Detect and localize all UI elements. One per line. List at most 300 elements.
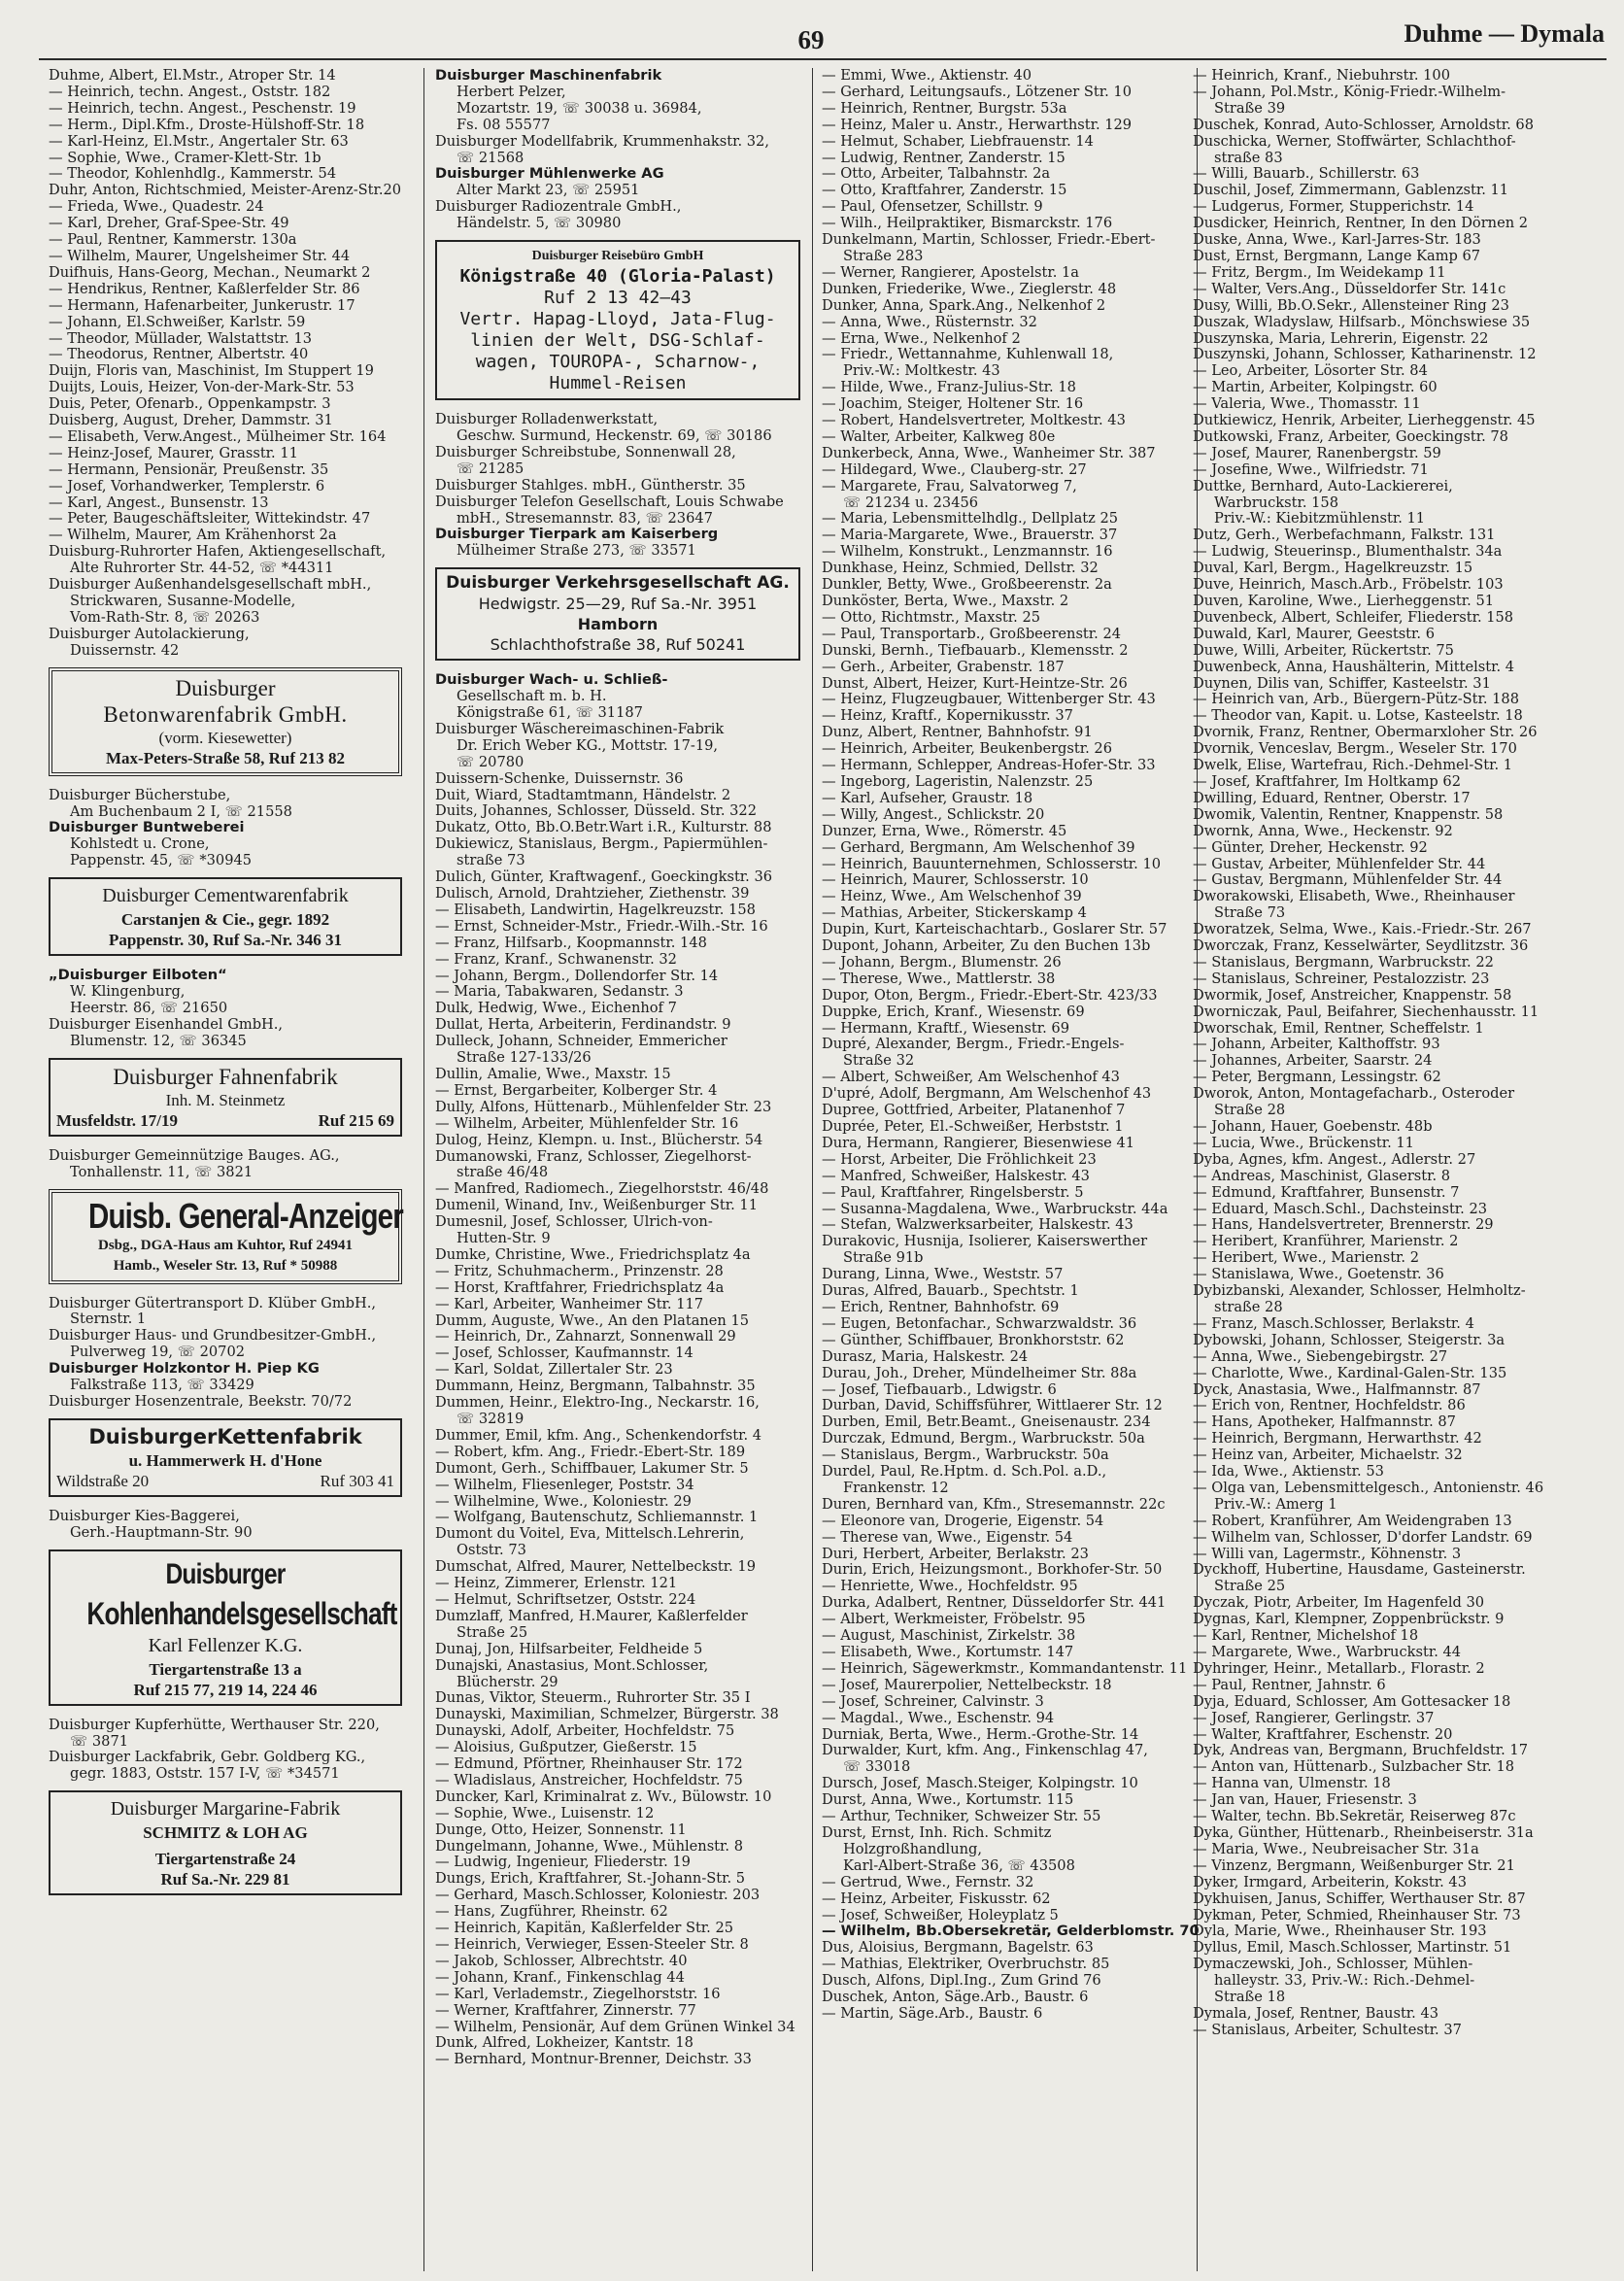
directory-entry-line: Duisburger Stahlges. mbH., Güntherstr. 35 <box>435 476 746 494</box>
directory-entry-line: — Theodor van, Kapit. u. Lotse, Kasteelstr. 18 <box>1193 707 1523 725</box>
directory-entry-line: — Hermann, Hafenarbeiter, Junkerustr. 17 <box>49 296 355 314</box>
directory-entry-line: — Karl, Verlademstr., Ziegelhorststr. 16 <box>435 1985 721 2002</box>
directory-entry-line: — Günter, Dreher, Heckenstr. 92 <box>1193 838 1428 856</box>
directory-entry-line: Holzgroßhandlung, <box>843 1840 983 1857</box>
entry-list <box>435 412 804 560</box>
directory-entry-line: Alte Ruhrorter Str. 44-52, ☏ *44311 <box>70 560 334 577</box>
ad-line: Königstraße 40 (Gloria-Palast) <box>459 266 776 288</box>
directory-entry-line: Dymala, Josef, Rentner, Baustr. 43 <box>1193 2004 1439 2022</box>
directory-entry-line: Dupin, Kurt, Karteischachtarb., Goslarer Str. 57 <box>822 921 1167 938</box>
directory-entry-line: — Johann, Pol.Mstr., König-Friedr.-Wilhelm- <box>1193 83 1506 100</box>
directory-entry-line: — Karl, Soldat, Zillertaler Str. 23 <box>435 1361 673 1379</box>
ad-line: SCHMITZ & LOH AG <box>143 1823 308 1843</box>
directory-entry-line: — Helmut, Schriftsetzer, Oststr. 224 <box>435 1590 696 1608</box>
ad-line: Duisburger <box>175 675 276 700</box>
running-head: Duhme — Dymala <box>1404 19 1605 48</box>
ad-line: Hummel-Reisen <box>549 373 687 394</box>
directory-entry-line: — Paul, Rentner, Jahnstr. 6 <box>1193 1676 1386 1693</box>
directory-entry-line: ☏ 20780 <box>457 753 524 770</box>
ad-line: u. Hammerwerk H. d'Hone <box>128 1450 322 1470</box>
directory-entry-line: Duschek, Konrad, Auto-Schlosser, Arnoldstr. 68 <box>1193 116 1535 133</box>
ad-line: Duisburger Fahnenfabrik <box>113 1064 338 1089</box>
directory-entry-line: — Gustav, Bergmann, Mühlenfelder Str. 44 <box>1193 871 1503 889</box>
directory-entry-line: — Johann, El.Schweißer, Karlstr. 59 <box>49 313 306 330</box>
header-rule <box>39 58 1607 60</box>
ad-line: Schlachthofstraße 38, Ruf 50241 <box>490 635 746 655</box>
directory-entry-line: — Ida, Wwe., Aktienstr. 53 <box>1193 1463 1384 1481</box>
directory-entry-line: — Frieda, Wwe., Quadestr. 24 <box>49 198 264 216</box>
directory-entry-line: — Maria, Tabakwaren, Sedanstr. 3 <box>435 983 684 1001</box>
column-divider <box>812 68 813 2271</box>
directory-entry-line: — Otto, Arbeiter, Talbahnstr. 2a <box>822 165 1051 183</box>
directory-entry-line: — Hermann, Schlepper, Andreas-Hofer-Str. 33 <box>822 757 1156 774</box>
ad-line: Betonwarenfabrik GmbH. <box>103 701 348 727</box>
directory-entry-line: Dulisch, Arnold, Drahtzieher, Ziethenstr. 39 <box>435 885 750 902</box>
directory-entry-line: straße 73 <box>457 852 525 869</box>
directory-entry-line: Duppke, Erich, Kranf., Wiesenstr. 69 <box>822 1003 1085 1020</box>
directory-entry-line: Dummen, Heinr., Elektro-Ing., Neckarstr. 16, <box>435 1394 760 1412</box>
directory-entry-line: — Anna, Wwe., Siebengebirgstr. 27 <box>1193 1347 1448 1365</box>
directory-entry-line: Duschek, Anton, Säge.Arb., Baustr. 6 <box>822 1989 1089 2006</box>
directory-entry-line: Dumke, Christine, Wwe., Friedrichsplatz 4a <box>435 1245 751 1263</box>
directory-entry-line: — Heinrich, Bauunternehmen, Schlosserstr. 10 <box>822 855 1162 872</box>
directory-entry-line: Duisburger Modellfabrik, Krummenhakstr. 32, <box>435 132 769 150</box>
directory-entry-line: straße 83 <box>1214 149 1283 166</box>
directory-entry-line: Dulleck, Johann, Schneider, Emmericher <box>435 1033 727 1050</box>
directory-entry-line: Vom-Rath-Str. 8, ☏ 20263 <box>70 608 260 626</box>
directory-entry-line: — Josef, Maurer, Ranenbergstr. 59 <box>1193 444 1441 461</box>
directory-entry-line: Dumenil, Winand, Inv., Weißenburger Str. 11 <box>435 1197 758 1214</box>
directory-entry-line: Dwormik, Josef, Anstreicher, Knappenstr. 58 <box>1193 986 1512 1004</box>
directory-entry-line: Straße 25 <box>1214 1578 1286 1595</box>
directory-entry-line: Duhme, Albert, El.Mstr., Atroper Str. 14 <box>49 67 336 84</box>
directory-entry-line: — Karl, Aufseher, Graustr. 18 <box>822 789 1033 806</box>
directory-entry-line: — Manfred, Schweißer, Halskestr. 43 <box>822 1167 1090 1184</box>
directory-entry-line: Dunski, Bernh., Tiefbauarb., Klemensstr. 2 <box>822 641 1129 659</box>
directory-entry-line: — Wilhelm, Fliesenleger, Poststr. 34 <box>435 1476 694 1493</box>
directory-entry-line: — Sophie, Wwe., Cramer-Klett-Str. 1b <box>49 149 321 166</box>
directory-entry-line: — Ingeborg, Lageristin, Nalenzstr. 25 <box>822 772 1094 790</box>
directory-entry-line: — Robert, kfm. Ang., Friedr.-Ebert-Str. 189 <box>435 1443 746 1460</box>
directory-entry-line: — Karl, Arbeiter, Wanheimer Str. 117 <box>435 1295 704 1312</box>
directory-entry-line: Hutten-Str. 9 <box>457 1230 551 1247</box>
directory-entry-line: — Hendrikus, Rentner, Kaßlerfelder Str. 86 <box>49 280 360 297</box>
directory-entry-line: ☏ 32819 <box>457 1411 524 1427</box>
directory-entry-line: — Mathias, Elektriker, Overbruchstr. 85 <box>822 1956 1110 1973</box>
directory-entry-line: Dungs, Erich, Kraftfahrer, St.-Johann-Str. 5 <box>435 1870 746 1888</box>
ad-line: Ruf 2 13 42—43 <box>544 288 692 309</box>
directory-entry-line: Durin, Erich, Heizungsmont., Borkhofer-Str. 50 <box>822 1561 1163 1579</box>
directory-entry-line: Dupree, Gottfried, Arbeiter, Platanenhof 7 <box>822 1102 1126 1119</box>
column-3 <box>822 67 1200 2023</box>
directory-entry-line: ☏ 3871 <box>70 1732 129 1750</box>
directory-entry-line: Dworatzek, Selma, Wwe., Kais.-Friedr.-Str. 267 <box>1193 921 1532 938</box>
directory-entry-line: Kohlstedt u. Crone, <box>70 835 210 853</box>
ad-line: Pappenstr. 30, Ruf Sa.-Nr. 346 31 <box>108 931 343 950</box>
directory-entry-line: — Fritz, Bergm., Im Weidekamp 11 <box>1193 263 1446 281</box>
directory-entry-line: Duttke, Bernhard, Auto-Lackiererei, <box>1193 477 1453 494</box>
directory-entry-line: Strickwaren, Susanne-Modelle, <box>70 593 296 609</box>
directory-entry-line: — Werner, Rangierer, Apostelstr. 1a <box>822 263 1079 281</box>
directory-entry-line: Frankenstr. 12 <box>843 1479 949 1496</box>
entry-list <box>49 1509 406 1542</box>
ad-line: DuisburgerKettenfabrik <box>88 1424 362 1448</box>
directory-entry-line: Dupré, Alexander, Bergm., Friedr.-Engels- <box>822 1036 1125 1053</box>
directory-entry-line: — Jakob, Schlosser, Albrechtstr. 40 <box>435 1952 688 1969</box>
directory-entry-line: — Hermann, Pensionär, Preußenstr. 35 <box>49 460 329 478</box>
page-number: 69 <box>797 25 825 54</box>
directory-entry-line: Durdel, Paul, Re.Hptm. d. Sch.Pol. a.D., <box>822 1463 1107 1481</box>
directory-entry-line: — Wilhelm, Maurer, Ungelsheimer Str. 44 <box>49 247 351 264</box>
directory-entry-line: Dutkowski, Franz, Arbeiter, Goeckingstr. 78 <box>1193 427 1508 445</box>
ad-margarine-fabrik <box>49 1790 402 1895</box>
directory-entry-line: Dyla, Marie, Wwe., Rheinhauser Str. 193 <box>1193 1923 1487 1940</box>
directory-entry-line: — Walter, Arbeiter, Kalkweg 80e <box>822 427 1056 445</box>
ad-line: Hamborn <box>577 615 659 634</box>
directory-entry-line: Duschil, Josef, Zimmermann, Gablenzstr. 11 <box>1193 182 1509 199</box>
directory-entry-line: Blücherstr. 29 <box>457 1673 558 1690</box>
ad-line: Karl Fellenzer K.G. <box>148 1634 303 1656</box>
directory-entry-line: Duits, Johannes, Schlosser, Düsseld. Str. 322 <box>435 802 757 820</box>
ad-line: Inh. M. Steinmetz <box>165 1090 286 1109</box>
ad-line: Duisb. General-Anzeiger <box>87 1195 403 1236</box>
directory-entry-line: Dunz, Albert, Rentner, Bahnhofstr. 91 <box>822 724 1093 741</box>
directory-entry-line: Herbert Pelzer, <box>457 83 566 100</box>
directory-entry-line: — Johann, Hauer, Goebenstr. 48b <box>1193 1118 1433 1135</box>
directory-entry-line: — Stanislaus, Bergmann, Warbruckstr. 22 <box>1193 953 1494 970</box>
ad-line: Duisburger Cementwarenfabrik <box>102 885 349 907</box>
ad-kohlenhandelsgesellschaft <box>49 1549 402 1706</box>
directory-entry-line: Duisburger Wach- u. Schließ- <box>435 671 668 689</box>
directory-entry-line: Dumanowski, Franz, Schlosser, Ziegelhorst- <box>435 1147 752 1165</box>
column-4 <box>1193 68 1593 2039</box>
directory-entry-line: Duisburger Kies-Baggerei, <box>49 1507 240 1524</box>
directory-entry-line: — Heinz van, Arbeiter, Michaelstr. 32 <box>1193 1447 1463 1464</box>
directory-entry-line: Dunkhase, Heinz, Schmied, Dellstr. 32 <box>822 560 1099 577</box>
directory-entry-line: — Vinzenz, Bergmann, Weißenburger Str. 21 <box>1193 1856 1515 1874</box>
ad-kettenfabrik <box>49 1418 402 1497</box>
directory-entry-line: — Karl-Heinz, El.Mstr., Angertaler Str. 63 <box>49 132 349 150</box>
directory-entry-line: Dullin, Amalie, Wwe., Maxstr. 15 <box>435 1065 671 1082</box>
directory-entry-line: Dunken, Friederike, Wwe., Zieglerstr. 48 <box>822 280 1117 297</box>
directory-entry-line: — Ludwig, Steuerinsp., Blumenthalstr. 34a <box>1193 543 1503 561</box>
directory-entry-line: — Heinrich, techn. Angest., Oststr. 182 <box>49 83 331 100</box>
directory-entry-line: Dunaj, Jon, Hilfsarbeiter, Feldheide 5 <box>435 1640 703 1657</box>
directory-entry-line: — Hilde, Wwe., Franz-Julius-Str. 18 <box>822 379 1076 396</box>
directory-entry-line: Duwe, Willi, Arbeiter, Rückertstr. 75 <box>1193 641 1454 659</box>
directory-entry-line: — Theodor, Kohlenhdlg., Kammerstr. 54 <box>49 165 337 183</box>
directory-entry-line: Gerh.-Hauptmann-Str. 90 <box>70 1523 253 1541</box>
directory-entry-line: Straße 73 <box>1214 904 1286 922</box>
directory-entry-line: Heerstr. 86, ☏ 21650 <box>70 999 228 1016</box>
directory-entry-line: straße 28 <box>1214 1298 1283 1315</box>
ad-line: Duisburger Margarine-Fabrik <box>110 1798 341 1821</box>
directory-entry-line: Duhr, Anton, Richtschmied, Meister-Arenz-Str.20 <box>49 182 402 199</box>
directory-entry-line: — Fritz, Schuhmacherm., Prinzenstr. 28 <box>435 1262 724 1279</box>
directory-entry-line: Duisburger Eisenhandel GmbH., <box>49 1015 284 1033</box>
directory-entry-line: — Leo, Arbeiter, Lösorter Str. 84 <box>1193 362 1428 380</box>
directory-entry-line: Dunge, Otto, Heizer, Sonnenstr. 11 <box>435 1821 687 1838</box>
directory-entry-line: Duissern-Schenke, Duissernstr. 36 <box>435 769 684 787</box>
directory-entry-line: Blumenstr. 12, ☏ 36345 <box>70 1032 247 1049</box>
directory-entry-line: — Heinz-Josef, Maurer, Grasstr. 11 <box>49 444 298 461</box>
directory-entry-line: — Magdal., Wwe., Eschenstr. 94 <box>822 1709 1055 1726</box>
directory-entry-line: Duisburger Kupferhütte, Werthauser Str. 220, <box>49 1716 380 1733</box>
directory-entry-line: — Edmund, Pförtner, Rheinhauser Str. 172 <box>435 1755 743 1773</box>
directory-entry-line: Duisburger Wäschereimaschinen-Fabrik <box>435 720 725 737</box>
directory-entry-line: — Heinrich, Sägewerkmstr., Kommandantenstr. 11 <box>822 1659 1188 1677</box>
directory-entry-line: Duissernstr. 42 <box>70 641 180 659</box>
directory-entry-line: — Wilhelm, Pensionär, Auf dem Grünen Winkel 34 <box>435 2018 795 2035</box>
directory-entry-line: — Willi, Bauarb., Schillerstr. 63 <box>1193 165 1420 183</box>
directory-entry-line: Duisburger Lackfabrik, Gebr. Goldberg KG., <box>49 1749 366 1766</box>
ad-line: Kohlenhandelsgesellschaft <box>86 1595 397 1631</box>
directory-entry-line: — Horst, Kraftfahrer, Friedrichsplatz 4a <box>435 1278 725 1296</box>
ad-line: Vertr. Hapag-Lloyd, Jata-Flug- <box>459 309 776 330</box>
directory-entry-line: — Ludgerus, Former, Stupperichstr. 14 <box>1193 198 1474 216</box>
directory-entry-line: — Manfred, Radiomech., Ziegelhorststr. 46/48 <box>435 1180 769 1198</box>
directory-entry-line: — Josef, Schlosser, Kaufmannstr. 14 <box>435 1345 694 1362</box>
directory-entry-line: — Franz, Kranf., Schwanenstr. 32 <box>435 950 677 968</box>
directory-entry-line: Dulog, Heinz, Klempn. u. Inst., Blücherstr. 54 <box>435 1131 763 1148</box>
directory-entry-line: — Josef, Tiefbauarb., Ldwigstr. 6 <box>822 1380 1057 1398</box>
directory-entry-line: Dukatz, Otto, Bb.O.Betr.Wart i.R., Kulturstr. 88 <box>435 819 772 836</box>
directory-entry-line: Dyckhoff, Hubertine, Hausdame, Gasteinerstr. <box>1193 1561 1526 1579</box>
directory-entry-line: Duras, Alfred, Bauarb., Spechtstr. 1 <box>822 1282 1079 1300</box>
directory-entry-line: — Albert, Werkmeister, Fröbelstr. 95 <box>822 1611 1086 1628</box>
directory-entry-line: Durst, Anna, Wwe., Kortumstr. 115 <box>822 1791 1074 1809</box>
ad-line: Ruf 303 41 <box>320 1471 394 1490</box>
directory-entry-line: Dvornik, Franz, Rentner, Obermarxloher Str. 26 <box>1193 724 1538 741</box>
directory-entry-line: — Karl, Dreher, Graf-Spee-Str. 49 <box>49 215 289 232</box>
directory-entry-line: — Theodor, Müllader, Walstattstr. 13 <box>49 329 313 347</box>
ad-verkehrsgesellschaft <box>435 567 800 661</box>
directory-entry-line: — Therese van, Wwe., Eigenstr. 54 <box>822 1528 1073 1546</box>
directory-entry-line: Dummer, Emil, kfm. Ang., Schenkendorfstr. 4 <box>435 1426 762 1444</box>
directory-entry-line: Tonhallenstr. 11, ☏ 3821 <box>70 1163 254 1180</box>
directory-entry-line: Dura, Hermann, Rangierer, Biesenwiese 41 <box>822 1134 1135 1151</box>
directory-entry-line: — Lucia, Wwe., Brückenstr. 11 <box>1193 1134 1414 1151</box>
directory-entry-line: Dutz, Gerh., Werbefachmann, Falkstr. 131 <box>1193 527 1496 544</box>
directory-entry-line: Duijn, Floris van, Maschinist, Im Stuppert 19 <box>49 362 374 380</box>
directory-entry-line: — Heinrich, Maurer, Schlosserstr. 10 <box>822 871 1089 889</box>
directory-entry-line: — Wolfgang, Bautenschutz, Schliemannstr. 1 <box>435 1509 759 1526</box>
ad-general-anzeiger <box>49 1189 402 1284</box>
directory-entry-line: Duschicka, Werner, Stoffwärter, Schlachthof- <box>1193 132 1516 150</box>
directory-entry-line: — Heinrich van, Arb., Büergern-Pütz-Str. 188 <box>1193 691 1520 708</box>
directory-entry-line: — Heinrich, Kapitän, Kaßlerfelder Str. 25 <box>435 1920 734 1937</box>
directory-entry-line: Straße 32 <box>843 1052 915 1070</box>
entry-list <box>435 672 804 2068</box>
directory-entry-line: — Peter, Bergmann, Lessingstr. 62 <box>1193 1069 1441 1086</box>
directory-entry-line: Straße 18 <box>1214 1989 1286 2006</box>
ad-line: Duisburger Reisebüro GmbH <box>531 249 704 264</box>
directory-entry-line: — Hanna van, Ulmenstr. 18 <box>1193 1775 1391 1792</box>
directory-entry-line: Karl-Albert-Straße 36, ☏ 43508 <box>843 1856 1075 1874</box>
directory-entry-line: Duren, Bernhard van, Kfm., Stresemannstr. 22c <box>822 1495 1166 1513</box>
ad-line: Hedwigstr. 25—29, Ruf Sa.-Nr. 3951 <box>478 595 758 614</box>
directory-entry-line: Durban, David, Schiffsführer, Wittlaerer Str. 12 <box>822 1397 1163 1414</box>
directory-entry-line: — Johann, Arbeiter, Kalthoffstr. 93 <box>1193 1036 1440 1053</box>
directory-entry-line: — Martin, Arbeiter, Kolpingstr. 60 <box>1193 379 1438 396</box>
directory-entry-line: — Willy, Angest., Schlickstr. 20 <box>822 805 1045 823</box>
ad-fahnenfabrik <box>49 1058 402 1137</box>
directory-entry-line: Duisburger Rolladenwerkstatt, <box>435 411 659 428</box>
directory-entry-line: — Heinrich, Dr., Zahnarzt, Sonnenwall 29 <box>435 1328 736 1345</box>
directory-entry-line: Dworakowski, Elisabeth, Wwe., Rheinhauser <box>1193 888 1515 905</box>
directory-entry-line: — Johann, Bergm., Dollendorfer Str. 14 <box>435 967 719 984</box>
directory-entry-line: Duven, Karoline, Wwe., Lierheggenstr. 51 <box>1193 593 1495 609</box>
directory-entry-line: Dulich, Günter, Kraftwagenf., Goeckingkstr. 36 <box>435 868 773 886</box>
directory-entry-line: — Anna, Wwe., Rüsternstr. 32 <box>822 313 1037 330</box>
directory-entry-line: Dumont du Voitel, Eva, Mittelsch.Lehrerin, <box>435 1525 745 1543</box>
directory-entry-line: — Wilhelmine, Wwe., Koloniestr. 29 <box>435 1492 692 1510</box>
directory-entry-line: — Henriette, Wwe., Hochfeldstr. 95 <box>822 1578 1078 1595</box>
directory-entry-line: Durka, Adalbert, Rentner, Düsseldorfer Str. 441 <box>822 1594 1167 1612</box>
directory-entry-line: — Heinz, Flugzeugbauer, Wittenberger Str. 43 <box>822 691 1156 708</box>
directory-entry-line: — Paul, Kraftfahrer, Ringelsberstr. 5 <box>822 1183 1084 1201</box>
directory-entry-line: — Gerhard, Masch.Schlosser, Koloniestr. 203 <box>435 1887 761 1904</box>
directory-entry-line: ☏ 21234 u. 23456 <box>843 494 979 511</box>
directory-entry-line: — Günther, Schiffbauer, Bronkhorststr. 62 <box>822 1331 1125 1348</box>
directory-entry-line: Duisburger Haus- und Grundbesitzer-GmbH., <box>49 1327 377 1345</box>
directory-entry-line: Duisburger Holzkontor H. Piep KG <box>49 1360 320 1378</box>
directory-entry-line: Durasz, Maria, Halskestr. 24 <box>822 1347 1029 1365</box>
directory-entry-line: — Martin, Säge.Arb., Baustr. 6 <box>822 2004 1043 2022</box>
directory-entry-line: Duisburger Außenhandelsgesellschaft mbH., <box>49 576 372 594</box>
directory-entry-line: Sternstr. 1 <box>70 1311 147 1328</box>
directory-entry-line: Mozartstr. 19, ☏ 30038 u. 36984, <box>457 99 702 117</box>
entry-list <box>49 1296 406 1411</box>
directory-entry-line: — Paul, Rentner, Kammerstr. 130a <box>49 231 297 249</box>
directory-entry-line: „Duisburger Eilboten“ <box>49 967 227 984</box>
directory-entry-line: Durczak, Edmund, Bergm., Warbruckstr. 50a <box>822 1430 1145 1447</box>
directory-entry-line: — Stanislawa, Wwe., Goetenstr. 36 <box>1193 1266 1444 1283</box>
directory-entry-line: Duisburger Telefon Gesellschaft, Louis Schwabe <box>435 493 784 510</box>
directory-entry-line: Dykman, Peter, Schmied, Rheinhauser Str. 73 <box>1193 1906 1521 1924</box>
directory-entry-line: — Gerhard, Bergmann, Am Welschenhof 39 <box>822 838 1135 856</box>
directory-entry-line: Warbruckstr. 158 <box>1214 494 1339 511</box>
directory-entry-line: Dyja, Eduard, Schlosser, Am Gottesacker 18 <box>1193 1692 1511 1710</box>
directory-entry-line: Duske, Anna, Wwe., Karl-Jarres-Str. 183 <box>1193 231 1481 249</box>
directory-entry-line: — Ernst, Bergarbeiter, Kolberger Str. 4 <box>435 1081 718 1099</box>
directory-entry-line: Gesellschaft m. b. H. <box>457 688 607 705</box>
ad-line: Carstanjen & Cie., gegr. 1892 <box>120 910 330 930</box>
directory-entry-line: Duisburger Radiozentrale GmbH., <box>435 198 682 216</box>
directory-entry-line: Durwalder, Kurt, kfm. Ang., Finkenschlag 47, <box>822 1742 1148 1759</box>
directory-entry-line: Dupont, Johann, Arbeiter, Zu den Buchen 13b <box>822 937 1151 955</box>
directory-entry-line: Duisburger Autolackierung, <box>49 625 250 642</box>
ad-line: Duisburger <box>165 1557 286 1590</box>
directory-entry-line: — Bernhard, Montnur-Brenner, Deichstr. 33 <box>435 2051 752 2068</box>
directory-entry-line: — Hans, Zugführer, Rheinstr. 62 <box>435 1903 668 1921</box>
directory-entry-line: Dyker, Irmgard, Arbeiterin, Kokstr. 43 <box>1193 1873 1467 1890</box>
directory-entry-line: — Heinrich, Kranf., Niebuhrstr. 100 <box>1193 67 1450 84</box>
directory-entry-line: Duvenbeck, Albert, Schleifer, Fliederstr. 158 <box>1193 608 1514 626</box>
directory-entry-line: — Joachim, Steiger, Holtener Str. 16 <box>822 395 1084 413</box>
directory-entry-line: Dursch, Josef, Masch.Steiger, Kolpingstr. 10 <box>822 1775 1138 1792</box>
directory-entry-line: Dully, Alfons, Hüttenarb., Mühlenfelder Str. 23 <box>435 1098 772 1115</box>
directory-entry-line: Duynen, Dilis van, Schiffer, Kasteelstr. 31 <box>1193 674 1491 692</box>
directory-entry-line: — Heribert, Kranführer, Marienstr. 2 <box>1193 1233 1459 1250</box>
directory-entry-line: Dumont, Gerh., Schiffbauer, Lakumer Str. 5 <box>435 1459 749 1477</box>
ad-line: wagen, TOUROPA-, Scharnow-, <box>475 352 761 373</box>
directory-entry-line: — Maria, Wwe., Neubreisacher Str. 31a <box>1193 1840 1479 1857</box>
directory-entry-line: Duwenbeck, Anna, Haushälterin, Mittelstr. 4 <box>1193 658 1515 675</box>
ad-reisebuero <box>435 240 800 400</box>
directory-entry-line: — Valeria, Wwe., Thomasstr. 11 <box>1193 395 1421 413</box>
directory-entry-line: — Hermann, Kraftf., Wiesenstr. 69 <box>822 1019 1069 1037</box>
directory-entry-line: — Werner, Kraftfahrer, Zinnerstr. 77 <box>435 2001 696 2019</box>
directory-entry-line: — Josef, Maurerpolier, Nettelbeckstr. 18 <box>822 1676 1112 1693</box>
directory-entry-line: Duisberg, August, Dreher, Dammstr. 31 <box>49 412 333 429</box>
directory-entry-line: Durben, Emil, Betr.Beamt., Gneisenaustr. 234 <box>822 1413 1151 1431</box>
directory-entry-line: — Johannes, Arbeiter, Saarstr. 24 <box>1193 1052 1433 1070</box>
directory-entry-line: Duszynski, Johann, Schlosser, Katharinenstr. 12 <box>1193 346 1537 363</box>
directory-entry-line: Dusdicker, Heinrich, Rentner, In den Dörnen 2 <box>1193 215 1529 232</box>
directory-entry-line: Dust, Ernst, Bergmann, Lange Kamp 67 <box>1193 247 1481 264</box>
directory-entry-line: Durau, Joh., Dreher, Mündelheimer Str. 88a <box>822 1364 1137 1381</box>
directory-entry-line: — Erich, Rentner, Bahnhofstr. 69 <box>822 1298 1060 1315</box>
ad-line: Wildstraße 20 <box>56 1471 150 1490</box>
directory-entry-line: — Heinrich, techn. Angest., Peschenstr. 19 <box>49 99 356 117</box>
directory-entry-line: Dyba, Agnes, kfm. Angest., Adlerstr. 27 <box>1193 1150 1476 1168</box>
directory-entry-line: Pappenstr. 45, ☏ *30945 <box>70 852 253 869</box>
directory-entry-line: Dunajski, Anastasius, Mont.Schlosser, <box>435 1656 709 1674</box>
directory-entry-line: — Gertrud, Wwe., Fernstr. 32 <box>822 1873 1034 1890</box>
directory-entry-line: Königstraße 61, ☏ 31187 <box>457 704 643 722</box>
directory-entry-line: — Erna, Wwe., Nelkenhof 2 <box>822 329 1021 347</box>
directory-entry-line: — Josef, Schreiner, Calvinstr. 3 <box>822 1692 1044 1710</box>
ad-line: Ruf Sa.-Nr. 229 81 <box>160 1870 290 1889</box>
directory-entry-line: Duisburger Bücherstube, <box>49 786 231 803</box>
directory-entry-line: — Otto, Richtmstr., Maxstr. 25 <box>822 608 1041 626</box>
directory-entry-line: Dunas, Viktor, Steuerm., Ruhrorter Str. 35 I <box>435 1689 751 1707</box>
directory-entry-line: straße 46/48 <box>457 1164 549 1181</box>
directory-entry-line: Dummann, Heinz, Bergmann, Talbahnstr. 35 <box>435 1378 756 1395</box>
directory-entry-line: — Heinrich, Rentner, Burgstr. 53a <box>822 99 1067 117</box>
directory-entry-line: Dusy, Willi, Bb.O.Sekr., Allensteiner Ring 23 <box>1193 296 1509 314</box>
directory-entry-line: — Wladislaus, Anstreicher, Hochfeldstr. 75 <box>435 1771 743 1788</box>
directory-entry-line: Dunköster, Berta, Wwe., Maxstr. 2 <box>822 593 1069 609</box>
directory-entry-line: Durakovic, Husnija, Isolierer, Kaiserswerther <box>822 1233 1148 1250</box>
directory-entry-line: — Heinz, Zimmerer, Erlenstr. 121 <box>435 1575 678 1592</box>
directory-entry-line: Dunkerbeck, Anna, Wwe., Wanheimer Str. 387 <box>822 444 1156 461</box>
directory-entry-line: — Karl, Angest., Bunsenstr. 13 <box>49 494 269 511</box>
directory-entry-line: Dyck, Anastasia, Wwe., Halfmannstr. 87 <box>1193 1380 1481 1398</box>
directory-entry-line: Dunst, Albert, Heizer, Kurt-Heintze-Str. 26 <box>822 674 1128 692</box>
directory-entry-line: — Josefine, Wwe., Wilfriedstr. 71 <box>1193 460 1429 478</box>
directory-entry-line: Duis, Peter, Ofenarb., Oppenkampstr. 3 <box>49 395 331 413</box>
directory-entry-line: — Susanna-Magdalena, Wwe., Warbruckstr. 44a <box>822 1200 1168 1217</box>
directory-entry-line: — Willi van, Lagermstr., Köhnenstr. 3 <box>1193 1545 1462 1562</box>
directory-entry-line: Dwornk, Anna, Wwe., Heckenstr. 92 <box>1193 822 1453 839</box>
directory-entry-line: Duwald, Karl, Maurer, Geeststr. 6 <box>1193 625 1435 642</box>
directory-entry-line: Dunk, Alfred, Lokheizer, Kantstr. 18 <box>435 2034 694 2052</box>
directory-entry-line: Duifhuis, Hans-Georg, Mechan., Neumarkt 2 <box>49 263 371 281</box>
directory-entry-line: — Franz, Hilfsarb., Koopmannstr. 148 <box>435 934 707 951</box>
entry-list <box>49 968 406 1050</box>
directory-entry-line: — Emmi, Wwe., Aktienstr. 40 <box>822 67 1032 84</box>
directory-entry-line: Falkstraße 113, ☏ 33429 <box>70 1377 254 1394</box>
ad-cementwarenfabrik <box>49 877 402 956</box>
directory-entry-line: Dwomik, Valentin, Rentner, Knappenstr. 58 <box>1193 805 1504 823</box>
ad-line: Hamb., Weseler Str. 13, Ruf * 50988 <box>113 1257 338 1274</box>
directory-entry-line: Duisburger Mühlenwerke AG <box>435 165 664 183</box>
directory-entry-line: Oststr. 73 <box>457 1542 526 1559</box>
directory-entry-line: — Therese, Wwe., Mattlerstr. 38 <box>822 970 1056 987</box>
ad-line: Ruf 215 69 <box>318 1110 394 1130</box>
